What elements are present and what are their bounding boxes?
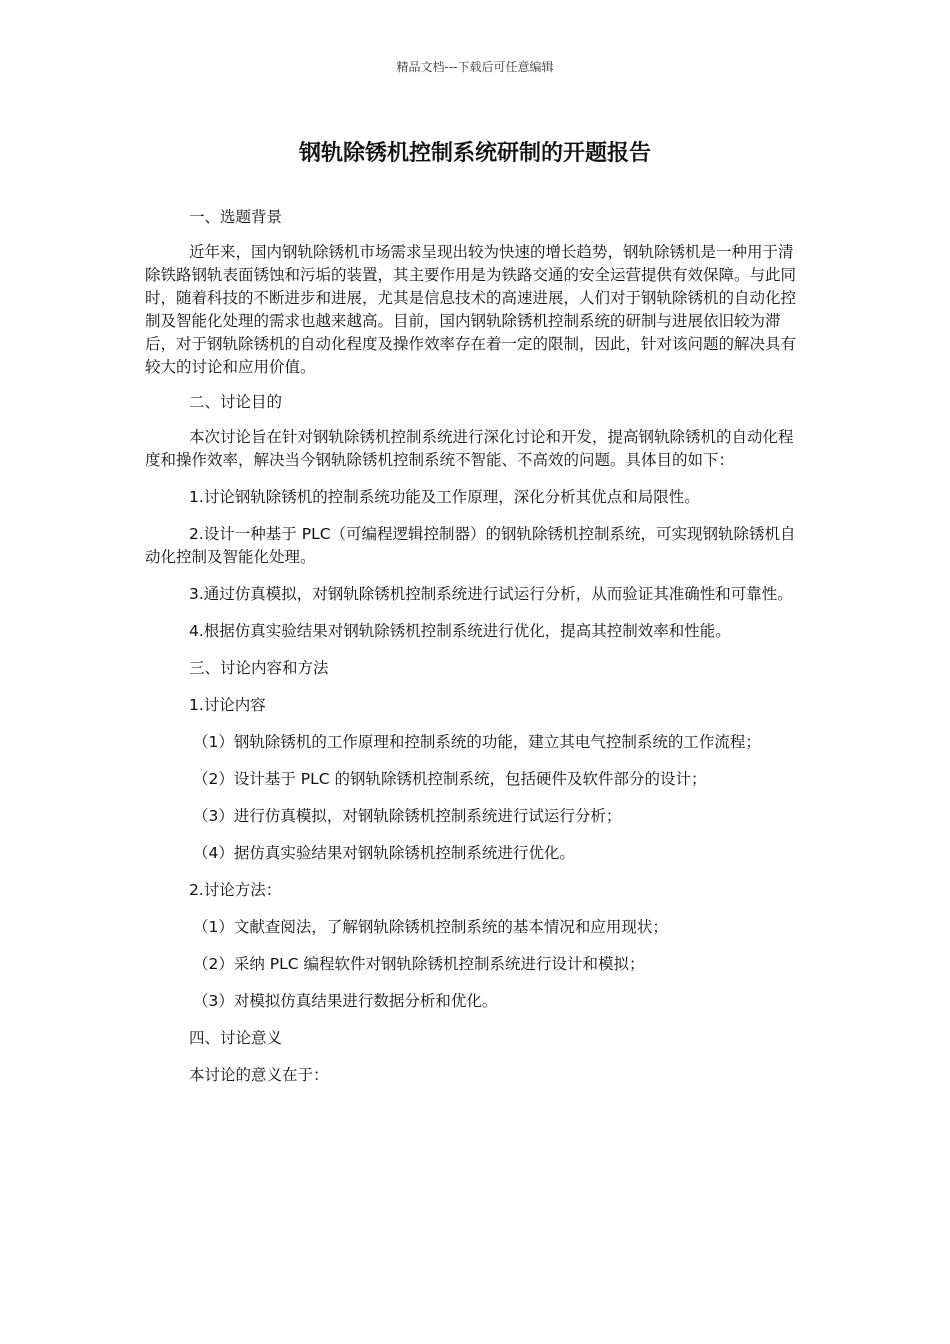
subheading-content: 1.讨论内容 [189,696,266,714]
list-item-method-2: （2）采纳 PLC 编程软件对钢轨除锈机控制系统进行设计和模拟； [193,955,645,973]
paragraph-significance: 本讨论的意义在于： [189,1066,329,1084]
page-header-note: 精品文档---下载后可任意编辑 [396,60,554,74]
list-item-content-2: （2）设计基于 PLC 的钢轨除锈机控制系统，包括硬件及软件部分的设计； [193,770,707,788]
list-item-method-3: （3）对模拟仿真结果进行数据分析和优化。 [193,992,498,1010]
paragraph-background: 近年来，国内钢轨除锈机市场需求呈现出较为快速的增长趋势，钢轨除锈机是一种用于清除铁路钢轨表面锈蚀和污垢的装置，其主要作用是为铁路交通的安全运营提供有效保障。与此同时，随着科技的不断进步和进展，尤其是信息技术的高速进展，人们对于钢轨除锈机的自动化控制及智能化处理的需求也越来越高。目前，国内钢轨除锈机控制系统的研制与进展依旧较为滞后，对于钢轨除锈机的自动化程度及操作效率存在着一定的限制，因此，针对该问题的解决具有较大的讨论和应用价值。 [145,243,797,376]
list-item-method-1: （1）文献查阅法，了解钢轨除锈机控制系统的基本情况和应用现状； [193,918,668,936]
subheading-method: 2.讨论方法： [189,881,282,899]
section-heading-content-method: 三、讨论内容和方法 [189,659,329,677]
section-heading-background: 一、选题背景 [189,208,283,226]
list-item-content-3: （3）进行仿真模拟，对钢轨除锈机控制系统进行试运行分析； [193,807,622,825]
document-title: 钢轨除锈机控制系统研制的开题报告 [298,141,651,166]
list-item-purpose-3: 3.通过仿真模拟，对钢轨除锈机控制系统进行试运行分析，从而验证其准确性和可靠性。 [189,585,793,603]
section-heading-purpose: 二、讨论目的 [189,393,283,411]
list-item-content-4: （4）据仿真实验结果对钢轨除锈机控制系统进行优化。 [193,844,575,862]
paragraph-purpose: 本次讨论旨在针对钢轨除锈机控制系统进行深化讨论和开发，提高钢轨除锈机的自动化程度和操作效率，解决当今钢轨除锈机控制系统不智能、不高效的问题。具体目的如下： [145,428,794,469]
list-item-content-1: （1）钢轨除锈机的工作原理和控制系统的功能，建立其电气控制系统的工作流程； [193,733,761,751]
document-body [145,206,805,1087]
list-item-purpose-2: 2.设计一种基于 PLC（可编程逻辑控制器）的钢轨除锈机控制系统，可实现钢轨除锈机自动化控制及智能化处理。 [145,525,796,566]
list-item-purpose-4: 4.根据仿真实验结果对钢轨除锈机控制系统进行优化，提高其控制效率和性能。 [189,622,731,640]
list-item-purpose-1: 1.讨论钢轨除锈机的控制系统功能及工作原理，深化分析其优点和局限性。 [189,488,700,506]
section-heading-significance: 四、讨论意义 [189,1029,283,1047]
